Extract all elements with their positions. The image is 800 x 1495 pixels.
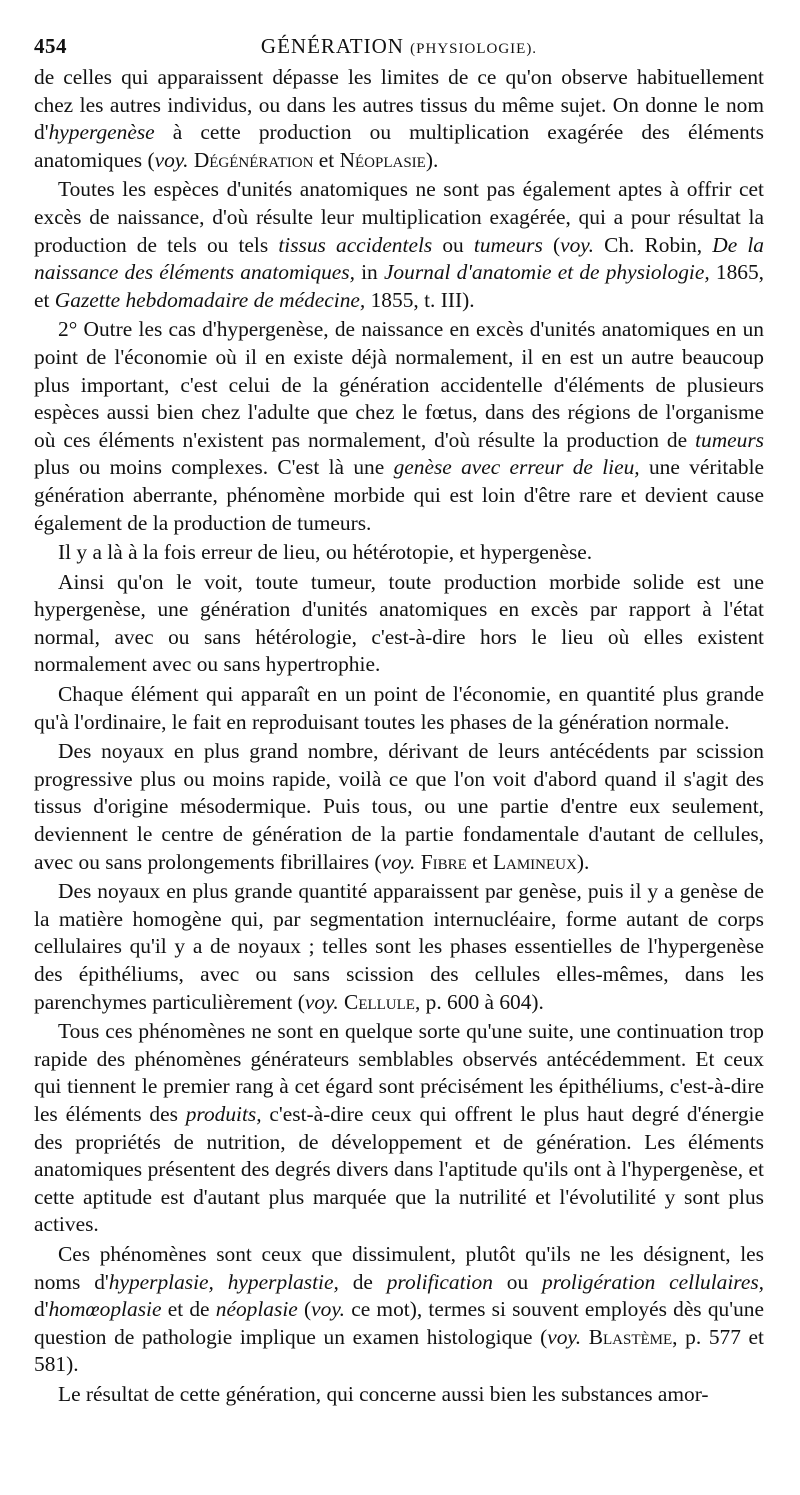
text-run: de celles qui apparaissent dépasse les limites de ce qu'on observe habituellement chez les autres individus, ou dans les autres tissus du même sujet. On donne le nom d' — [34, 65, 764, 145]
paragraph-10 — [34, 1241, 764, 1379]
cross-ref-fibre: Fibre — [420, 849, 467, 874]
text-run: ). — [425, 147, 439, 172]
term-homoeoplasie: homœoplasie — [48, 1297, 162, 1322]
running-title-subtitle: (PHYSIOLOGIE). — [410, 41, 538, 57]
voy-ref: voy. — [560, 232, 594, 257]
term-tumeurs: tumeurs — [473, 232, 543, 257]
cross-ref-lamineux: Lamineux — [492, 849, 577, 874]
term-tumeurs: tumeurs — [695, 427, 764, 452]
paragraph-5: Ainsi qu'on le voit, toute tumeur, toute production morbide solide est une hypergenèse, une génération d'unités anatomiques en excès par rapport à l'état normal, avec ou sans hétérologie, c'est-à-dire hors le lieu où elles existent normalement avec ou sans hypertrophie. — [34, 569, 764, 677]
paragraph-3 — [34, 316, 764, 537]
text-run: Ces phénomènes sont ceux que dissimulent, plutôt qu'ils ne les désignent, les noms d' — [34, 1241, 764, 1294]
text-run — [581, 1325, 589, 1349]
term-neoplasie: néoplasie — [215, 1297, 298, 1322]
citation-gazette: Gazette hebdomadaire de médecine, — [54, 287, 366, 312]
voy-ref: voy. — [304, 989, 339, 1014]
paragraph-4: Il y a là à la fois erreur de lieu, ou hétérotopie, et hypergenèse. — [58, 540, 593, 565]
text-run: 1865, et — [34, 260, 764, 312]
text-run: c'est-à-dire ceux qui offrent le plus haut degré d'énergie des propriétés de nutrition, de développement et de génération. Les éléments anatomiques présentent des degrés divers dans l'aptitude qu'ils ont à l'hypergenèse, et cette aptitude est d'autant plus marquée que la nutrilité et l'évolutilité y sont plus actives. — [34, 1101, 764, 1237]
term-produits: produits, — [185, 1101, 262, 1126]
citation-title: De la naissance des éléments anatomiques, — [34, 232, 764, 285]
citation-journal: Journal d'anatomie et de physiologie, — [383, 260, 710, 285]
text-run: ou — [432, 232, 474, 257]
term-hypergenese: hypergenèse — [48, 120, 155, 145]
text-run: ( — [297, 1297, 312, 1322]
text-run: d' — [34, 1297, 49, 1322]
paragraph-11: Le résultat de cette génération, qui concerne aussi bien les substances amor- — [58, 1381, 709, 1406]
cross-ref-blasteme: Blastème — [588, 1324, 673, 1349]
text-run: , p. 577 et 581). — [34, 1324, 764, 1377]
voy-ref: voy. — [547, 1324, 582, 1349]
text-run: et de — [161, 1297, 216, 1322]
text-run: Des noyaux en plus grande quantité apparaissent par genèse, puis il y a genèse de la matière homogène qui, par segmentation internucléaire, forme autant de corps cellulaires qu'il y a de noyaux ; telles sont les phases essentielles de l'hypergenèse des épithéliums, avec ou sans scission des cellules elles-mêmes, dans les parenchymes particulièrement ( — [34, 879, 764, 1014]
text-run: ou — [492, 1269, 542, 1294]
term-hyperplasie: hyperplasie, hyperplastie, — [108, 1269, 339, 1294]
text-run: ( — [542, 232, 561, 257]
text-run: et — [313, 147, 340, 172]
text-run: une véritable génération aberrante, phénomène morbide qui est loin d'être rare et devient cause également de la production de tumeurs. — [34, 455, 765, 535]
paragraph-2 — [34, 176, 764, 314]
voy-ref: voy. — [381, 849, 416, 874]
text-run: Toutes les espèces d'unités anatomiques ne sont pas également aptes à offrir cet excès de naissance, d'où résulte leur multiplication exagérée, qui a pour résultat la production de tels ou tels — [34, 177, 764, 257]
running-title — [34, 34, 764, 59]
term-genese-erreur-lieu: genèse avec erreur de lieu, — [393, 455, 640, 480]
text-run: et — [466, 849, 493, 874]
term-proligeration: proligération cellulaires, — [542, 1269, 764, 1294]
text-run: ce mot), termes si souvent employés dès qu'une question de pathologie implique un examen histologique ( — [34, 1297, 764, 1349]
voy-ref: voy. — [311, 1297, 345, 1322]
paragraph-6: Chaque élément qui apparaît en un point de l'économie, en quantité plus grande qu'à l'ordinaire, le fait en reproduisant toutes les phases de la génération normale. — [34, 682, 764, 734]
voy-ref: voy. — [154, 147, 189, 172]
text-run: plus ou moins complexes. C'est là une — [34, 455, 394, 480]
text-run: Ch. Robin, — [593, 232, 713, 257]
running-title-main: GÉNÉRATION — [260, 34, 404, 58]
text-run: ). — [576, 849, 590, 874]
cross-ref-degeneration: Dégénération — [193, 147, 314, 172]
cross-ref-cellule: Cellule — [344, 989, 415, 1014]
text-run: in — [354, 260, 384, 285]
running-head — [34, 30, 764, 64]
cross-ref-neoplasie: Néoplasie — [339, 147, 426, 172]
paragraph-1 — [34, 64, 764, 174]
text-run: 1855, t. III). — [365, 287, 475, 312]
paragraph-7 — [34, 738, 764, 876]
page-number: 454 — [34, 34, 67, 58]
body-text — [34, 64, 764, 1409]
text-run: à cette production ou multiplication exagérée des éléments anatomiques ( — [34, 120, 764, 172]
term-tissus-accidentels: tissus accidentels — [278, 232, 433, 257]
text-run: 2° Outre les cas d'hypergenèse, de naissance en excès d'unités anatomiques en un point de l'économie où il en existe déjà normalement, il en est un autre beaucoup plus important, c'est celui de la génération accidentelle d'éléments de plusieurs espèces aussi bien chez l'adulte que chez le fœtus, dans des régions de l'organisme où ces éléments n'existent pas normalement, d'où résulte la production de — [34, 317, 764, 452]
text-run: , p. 600 à 604). — [414, 989, 544, 1014]
paragraph-8 — [34, 878, 764, 1016]
text-run: Des noyaux en plus grand nombre, dérivant de leurs antécédents par scission progressive plus ou moins rapide, voilà ce que l'on voit d'abord quand il s'agit des tissus d'origine mésodermique. Puis tous, ou une partie d'entre eux seulement, deviennent le centre de génération de la partie fondamentale d'autant de cellules, avec ou sans prolongements fibrillaires ( — [34, 739, 764, 874]
text-run: de — [338, 1269, 387, 1294]
paragraph-9 — [34, 1018, 764, 1239]
text-run: Tous ces phénomènes ne sont en quelque sorte qu'une suite, une continuation trop rapide des phénomènes générateurs semblables observés antécédemment. Et ceux qui tiennent le premier rang à cet égard sont précisément les épithéliums, c'est-à-dire les éléments des — [34, 1019, 764, 1126]
term-prolification: prolification — [386, 1269, 493, 1294]
